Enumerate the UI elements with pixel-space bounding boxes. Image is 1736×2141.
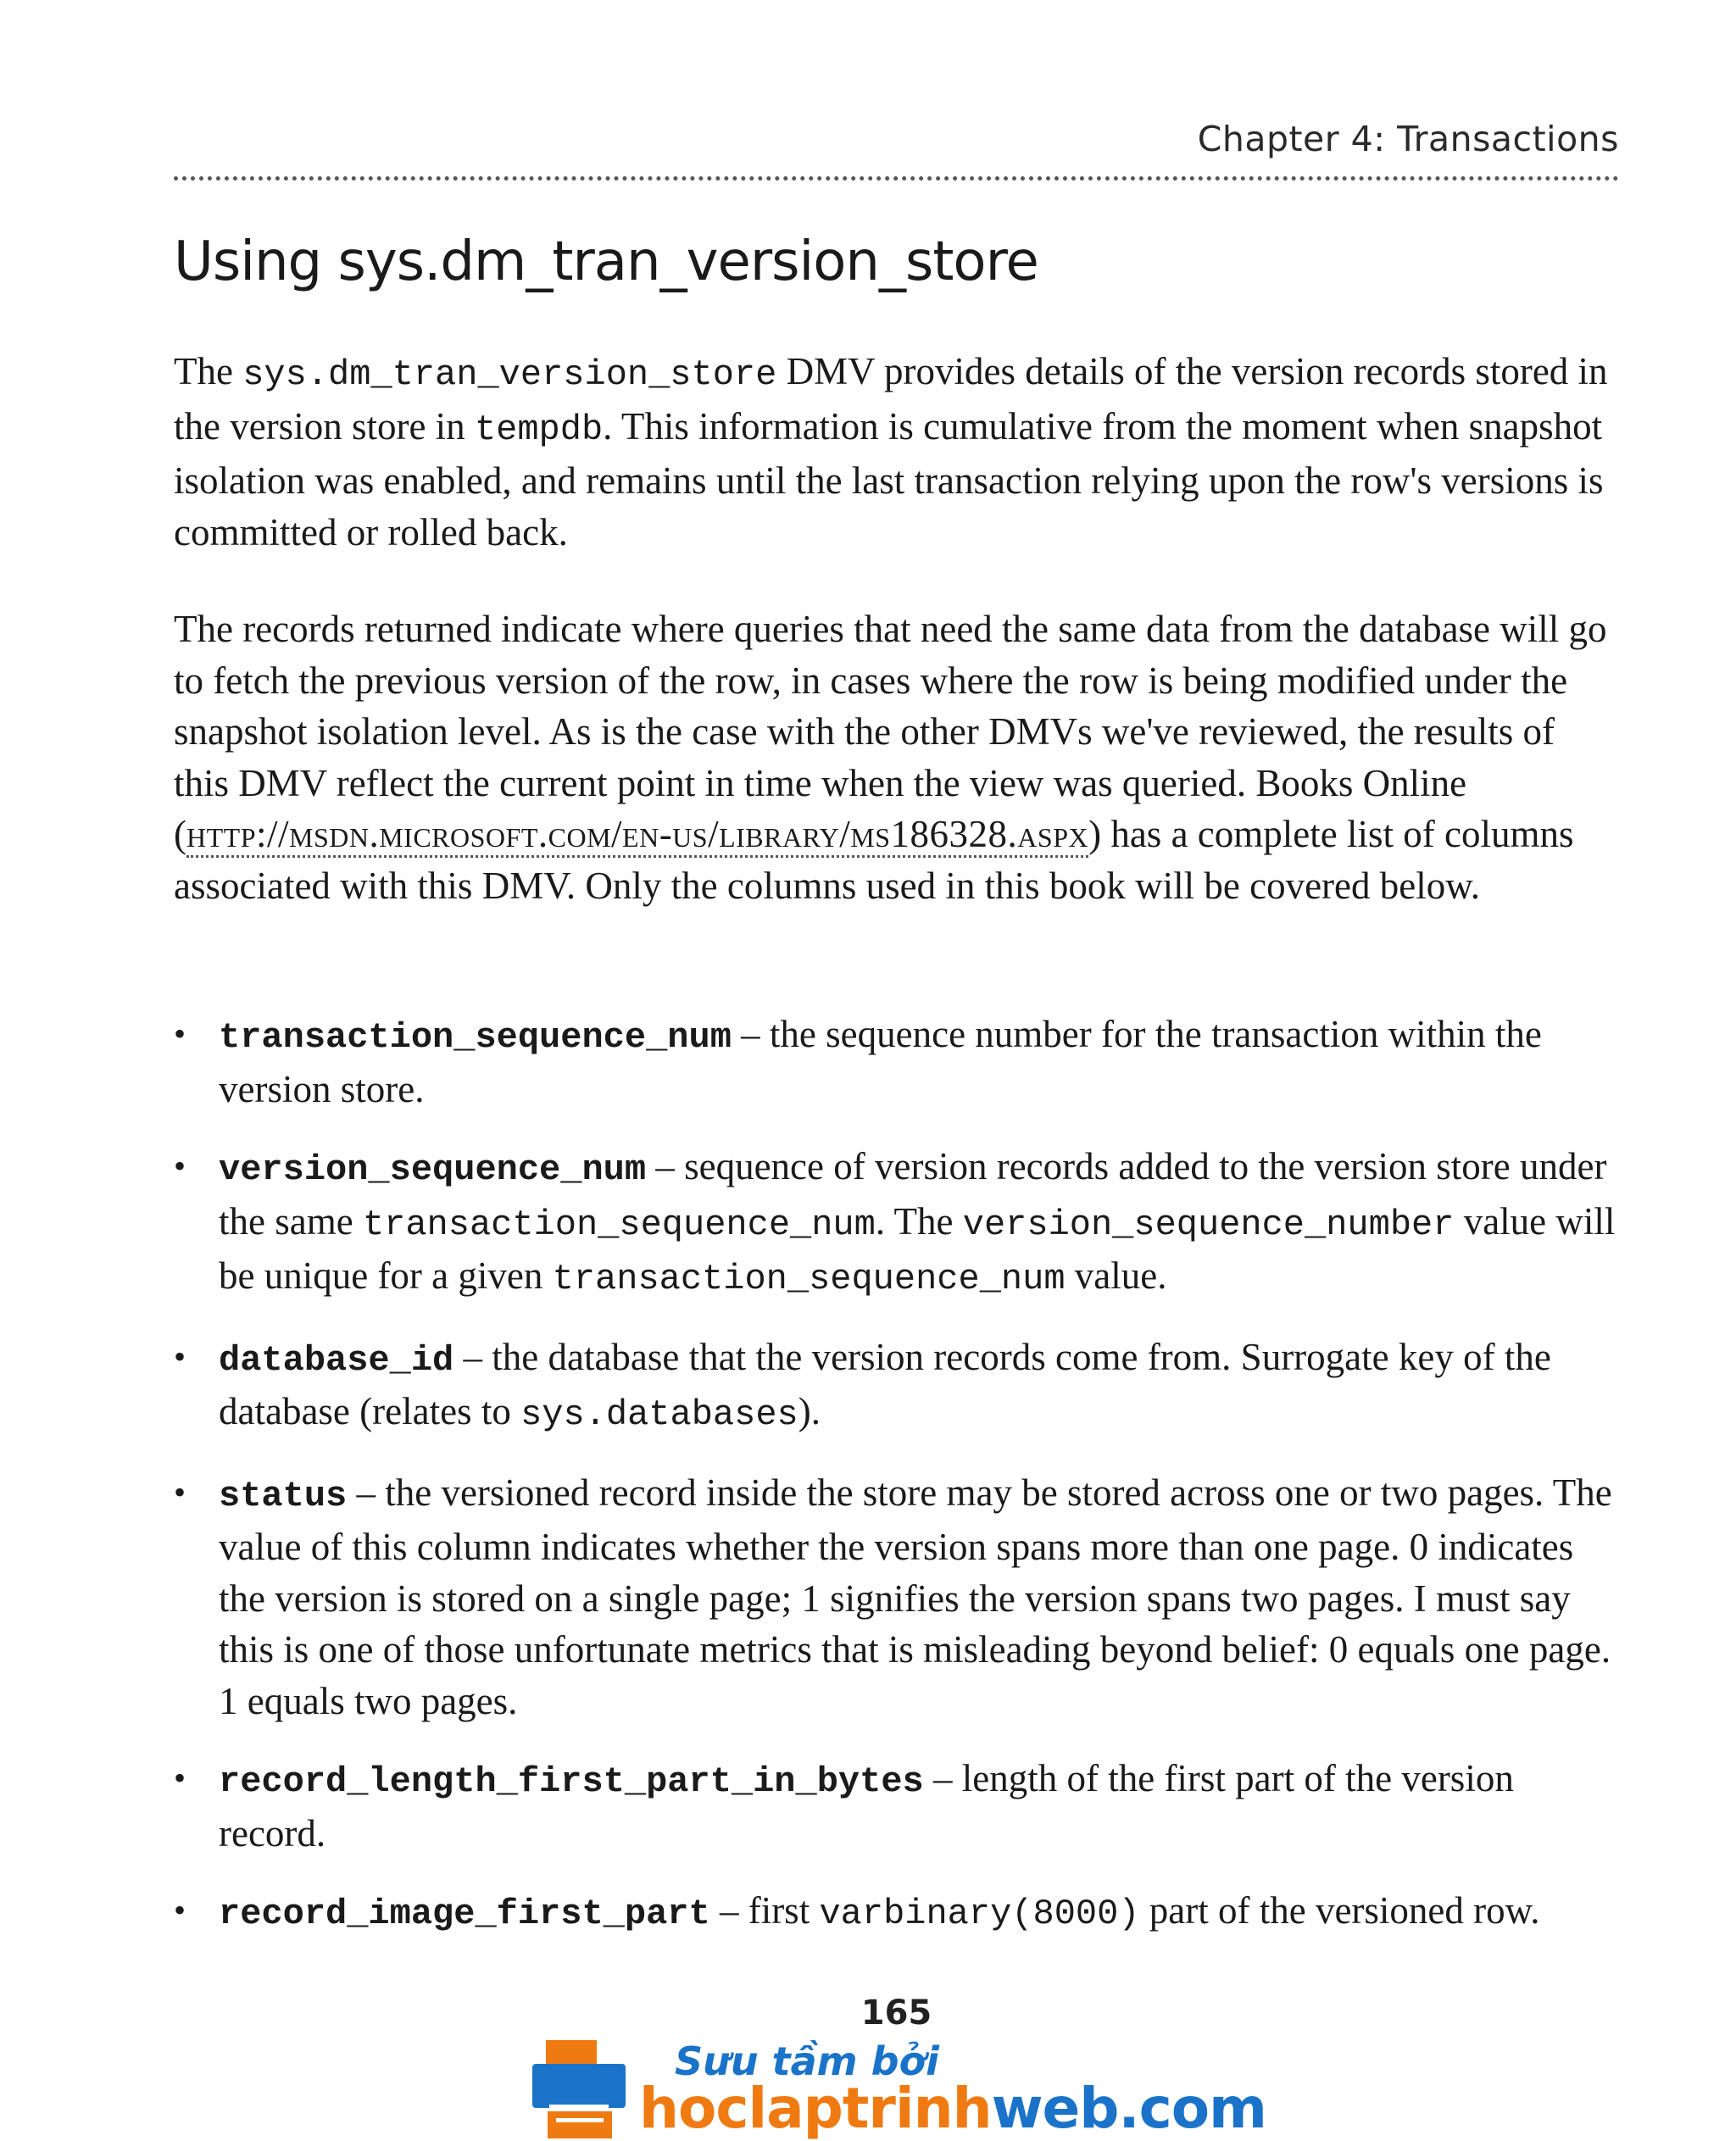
watermark-tagline: Sưu tầm bởi (675, 2038, 939, 2084)
inline-code: transaction_sequence_num (362, 1204, 876, 1245)
column-term: database_id (219, 1339, 454, 1381)
inline-code: sys.dm_tran_version_store (242, 354, 777, 395)
bullet: • (174, 1472, 186, 1511)
text: . The (875, 1199, 963, 1243)
text: – the sequence number for the transaction within the version store. (219, 1013, 1542, 1110)
text: part of the versioned row. (1139, 1889, 1540, 1932)
brand-part-b: web.com (991, 2076, 1266, 2141)
books-online-link[interactable]: http://msdn.microsoft.com/en-us/library/ms186328.aspx (186, 813, 1088, 858)
watermark-logo (531, 2038, 1266, 2141)
text: ). (798, 1390, 821, 1432)
column-term: record_length_first_part_in_bytes (219, 1761, 924, 1802)
inline-code: tempdb (474, 409, 604, 450)
inline-code: varbinary(8000) (819, 1894, 1140, 1934)
text: ) has a complete list of columns associated with this DMV. Only the columns used in this book will be covered below. (174, 813, 1574, 907)
bullet: • (174, 1891, 186, 1929)
running-header: Chapter 4: Transactions (1197, 119, 1619, 159)
text: – the database that the version records come from. Surrogate key of the database (relates to (219, 1335, 1551, 1432)
inline-code: sys.databases (520, 1394, 798, 1435)
text: value. (1065, 1254, 1167, 1297)
bullet: • (174, 1337, 186, 1376)
text: value will be unique for a given (219, 1199, 1616, 1297)
bullet: • (174, 1759, 186, 1797)
column-term: record_image_first_part (219, 1894, 710, 1934)
list-item-record-length-first-part (174, 1753, 1619, 1859)
list-item-record-image-first-part (174, 1885, 1619, 1940)
column-term: transaction_sequence_num (219, 1017, 732, 1058)
text: – sequence of version records added to the version store under the same (219, 1145, 1607, 1243)
list-item-status (174, 1467, 1619, 1727)
watermark-brand (639, 2076, 1266, 2141)
section-title: Using sys.dm_tran_version_store (174, 231, 1038, 293)
printer-logo-icon (531, 2038, 632, 2141)
column-definitions-list (174, 1009, 1619, 1966)
text: The records returned indicate where queries that need the same data from the database will go to fetch the previous version of the row, in cases where the row is being modified under the snapshot isolation level. As is the case with the other DMVs we've reviewed, the results of this DMV reflect the current point in time when the view was queried. Books Online ( (174, 608, 1607, 855)
list-item-version-sequence-num (174, 1141, 1619, 1305)
bullet: • (174, 1015, 186, 1053)
inline-code: version_sequence_number (962, 1204, 1455, 1245)
text: – the versioned record inside the store may be stored across one or two pages. The value of this column indicates whether the version spans more than one page. 0 indicates the version is stored on a single page; 1 signifies the version spans two pages. I must say this is one of those unfortunate metrics that is misleading beyond belief: 0 equals one page. 1 equals two pages. (219, 1471, 1612, 1722)
paragraph-records (174, 603, 1619, 911)
list-item-transaction-sequence-num (174, 1009, 1619, 1115)
brand-part-a: hoclaptrinh (639, 2076, 992, 2141)
header-dotted-rule (174, 176, 1619, 181)
inline-code: transaction_sequence_num (552, 1259, 1066, 1299)
text: . This information is cumulative from the moment when snapshot isolation was enabled, and remains until the last transaction relying upon the row's versions is committed or rolled back. (174, 404, 1604, 553)
text: DMV provides details of the version records stored in the version store in (174, 350, 1608, 448)
text: – first (709, 1889, 820, 1932)
list-item-database-id (174, 1332, 1619, 1441)
text: – length of the first part of the version record. (219, 1757, 1514, 1855)
column-term: status (219, 1475, 348, 1516)
page-number: 165 (860, 1994, 932, 2033)
paragraph-intro (174, 346, 1619, 558)
column-term: version_sequence_num (219, 1149, 647, 1190)
bullet: • (174, 1147, 186, 1185)
text: The (174, 350, 243, 392)
